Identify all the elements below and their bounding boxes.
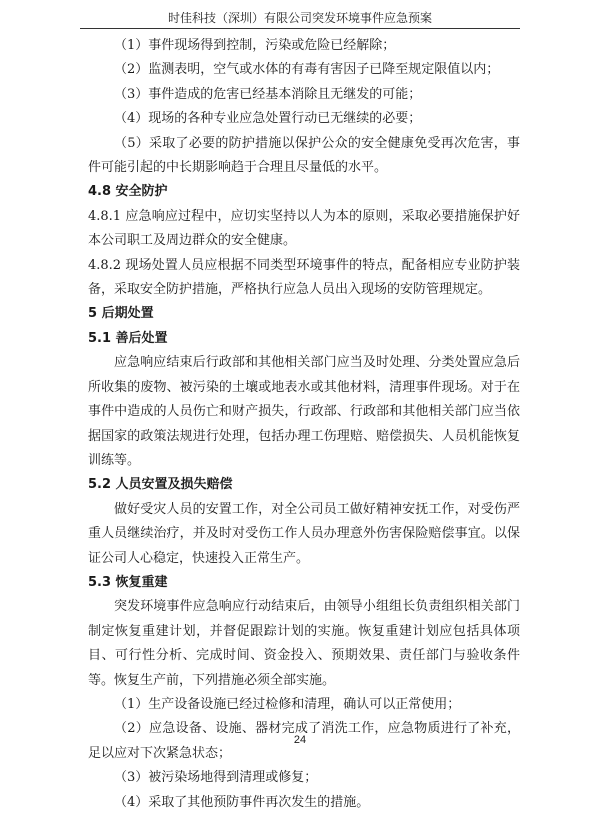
list-item: （4）现场的各种专业应急处置行动已无继续的必要；: [114, 111, 422, 127]
section-heading: 5 后期处置: [88, 306, 154, 322]
paragraph: 4.8.1 应急响应过程中，应切实坚持以人为本的原则，采取必要措施保护好本公司职工及周边群众的安全健康。: [88, 208, 520, 249]
header-divider: [80, 28, 520, 29]
section-heading: 5.1 善后处置: [88, 330, 168, 346]
section-heading: 5.3 恢复重建: [88, 574, 168, 590]
list-item: （3）被污染场地得到清理或修复；: [114, 770, 318, 786]
page-number: 24: [293, 734, 307, 746]
list-item: （2）应急设备、设施、器材完成了消洗工作，应急物质进行了补充，足以应对下次紧急状态；: [88, 721, 520, 761]
list-item: （1）生产设备设施已经过检修和清理，确认可以正常使用；: [114, 696, 461, 712]
paragraph: 突发环境事件应急响应行动结束后，由领导小组组长负责组织相关部门制定恢复重建计划，并督促跟踪计划的实施。恢复重建计划应包括具体项目、可行性分析、完成时间、资金投入、预期效果、责任部门与验收条件等。恢复生产前，下列措施必须全部实施。: [88, 599, 520, 688]
list-item: （4）采取了其他预防事件再次发生的措施。: [114, 794, 370, 810]
document-body: [88, 34, 520, 815]
list-item: （1）事件现场得到控制，污染或危险已经解除；: [114, 38, 396, 53]
page-header: 时佳科技（深圳）有限公司突发环境事件应急预案: [167, 11, 432, 25]
paragraph: 做好受灾人员的安置工作，对全公司员工做好精神安抚工作，对受伤严重人员继续治疗，并及时对受伤工作人员办理意外伤害保险赔偿事宜。以保证公司人心稳定，快速投入正常生产。: [88, 501, 520, 566]
paragraph: 应急响应结束后行政部和其他相关部门应当及时处理、分类处置应急后所收集的废物、被污染的土壤或地表水或其他材料，清理事件现场。对于在事件中造成的人员伤亡和财产损失，行政部、行政部和其他相关部门应当依据国家的政策法规进行处理，包括办理工伤理赔、赔偿损失、人员机能恢复训练等。: [88, 355, 520, 468]
list-item: （2）监测表明，空气或水体的有毒有害因子已降至规定限值以内；: [114, 62, 500, 78]
section-heading: 5.2 人员安置及损失赔偿: [88, 477, 233, 493]
list-item: （3）事件造成的危害已经基本消除且无继发的可能；: [114, 86, 422, 102]
paragraph: 4.8.2 现场处置人员应根据不同类型环境事件的特点，配备相应专业防护装备，采取安全防护措施，严格执行应急人员出入现场的安防管理规定。: [88, 257, 520, 298]
section-heading: 4.8 安全防护: [88, 184, 168, 200]
list-item: （5）采取了必要的防护措施以保护公众的安全健康免受再次危害，事件可能引起的中长期影响趋于合理且尽量低的水平。: [88, 135, 520, 176]
